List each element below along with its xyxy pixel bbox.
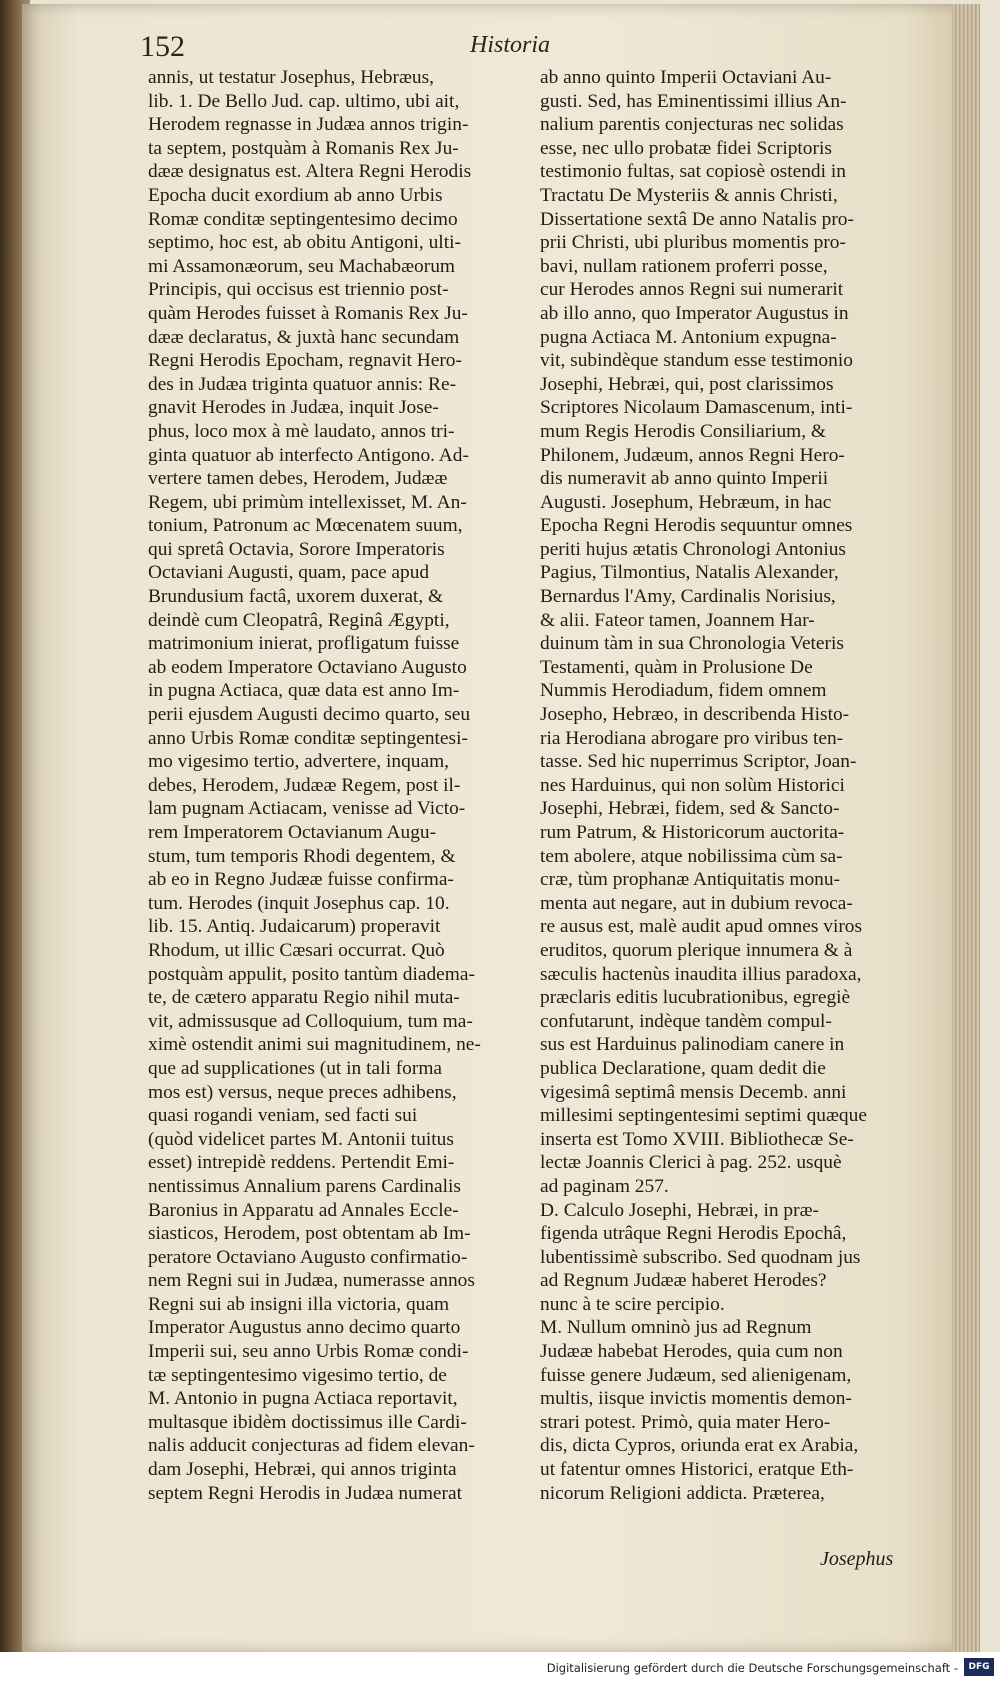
catchword: Josephus <box>820 1548 894 1570</box>
text-line: tem abolere, atque nobilissima cùm sa- <box>540 845 843 867</box>
text-line: fuisse genere Judæum, sed alienigenam, <box>540 1364 852 1386</box>
text-line: Principis, qui occisus est triennio post- <box>148 279 449 301</box>
text-line: Josephi, Hebræi, qui, post clarissimos <box>540 373 834 395</box>
text-line: nunc à te scire percipio. <box>540 1293 725 1315</box>
text-line: Nummis Herodiadum, fidem omnem <box>540 680 827 702</box>
text-line: Josepho, Hebræo, in describenda Histo- <box>540 704 850 726</box>
text-line: Josephi, Hebræi, fidem, sed & Sancto- <box>540 798 840 820</box>
text-line: stum, tum temporis Rhodi degentem, & <box>148 845 456 867</box>
text-line: peratore Octaviano Augusto confirmatio- <box>148 1246 468 1268</box>
text-line: vigesimâ septimâ mensis Decemb. anni <box>540 1081 847 1103</box>
text-line: te, de cætero apparatu Regio nihil muta- <box>148 987 460 1009</box>
text-line: vit, admissusque ad Colloquium, tum ma- <box>148 1010 473 1032</box>
text-line: ginta quatuor ab interfecto Antigono. Ad- <box>148 444 469 466</box>
text-line: vit, subindèque standum esse testimonio <box>540 350 853 372</box>
text-line: anno Urbis Romæ conditæ septingentesi- <box>148 727 468 749</box>
text-line: gnavit Herodes in Judæa, inquit Jose- <box>148 397 439 419</box>
text-line: duinum tàm in sua Chronologia Veteris <box>540 633 844 655</box>
text-line: dææ declaratus, & juxtà hanc secundam <box>148 326 460 348</box>
text-line: mos est) versus, neque preces adhibens, <box>148 1081 457 1103</box>
text-line: tum. Herodes (inquit Josephus cap. 10. <box>148 892 450 914</box>
text-line: ta septem, postquàm à Romanis Rex Ju- <box>148 137 459 159</box>
text-line: multis, iisque invictis momentis demon- <box>540 1388 852 1410</box>
text-line: ut fatentur omnes Historici, eratque Eth- <box>540 1459 854 1481</box>
text-line: Regem, ubi primùm intellexisset, M. An- <box>148 491 467 513</box>
text-line: D. Calculo Josephi, Hebræi, in præ- <box>540 1199 819 1221</box>
text-line: Bernardus l'Amy, Cardinalis Norisius, <box>540 586 836 608</box>
text-line: in pugna Actiaca, quæ data est anno Im- <box>148 680 460 702</box>
running-head: Historia <box>470 32 551 58</box>
text-line: quasi rogandi veniam, sed facti sui <box>148 1105 418 1127</box>
text-line: lib. 15. Antiq. Judaicarum) properavit <box>148 916 441 938</box>
text-line: septem Regni Herodis in Judæa numerat <box>148 1482 462 1504</box>
text-line: M. Nullum omninò jus ad Regnum <box>540 1317 812 1339</box>
text-line: dis, dicta Cypros, oriunda erat ex Arabia, <box>540 1435 859 1457</box>
text-line: tasse. Sed hic nuperrimus Scriptor, Joan- <box>540 751 857 773</box>
text-line: Epocha Regni Herodis sequuntur omnes <box>540 515 853 537</box>
text-line: præclaris editis lucubrationibus, egregiè <box>540 987 851 1009</box>
text-line: Philonem, Judæum, annos Regni Hero- <box>540 444 845 466</box>
left-text-column <box>148 66 526 1505</box>
text-line: prii Christi, ubi pluribus momentis pro- <box>540 232 846 254</box>
text-line: dis numeravit ab anno quinto Imperii <box>540 468 829 490</box>
text-line: quàm Herodes fuisset à Romanis Rex Ju- <box>148 302 468 324</box>
text-line: testimonio fultas, sat copiosè ostendi in <box>540 161 846 183</box>
text-line: matrimonium inierat, profligatum fuisse <box>148 633 460 655</box>
text-line: confutarunt, indèque tandèm compul- <box>540 1010 832 1032</box>
text-line: dam Josephi, Hebræi, qui annos triginta <box>148 1459 457 1481</box>
text-line: ad paginam 257. <box>540 1175 669 1197</box>
text-line: cur Herodes annos Regni sui numerarit <box>540 279 844 301</box>
text-line: tonium, Patronum ac Mœcenatem suum, <box>148 515 463 537</box>
page-edge <box>952 4 980 1656</box>
text-line: re ausus est, malè audit apud omnes viros <box>540 916 863 938</box>
text-line: lectæ Joannis Clerici à pag. 252. usquè <box>540 1152 842 1174</box>
text-line: nalium parentis conjecturas nec solidas <box>540 114 844 136</box>
text-line: vertere tamen debes, Herodem, Judææ <box>148 468 448 490</box>
text-line: Rhodum, ut illic Cæsari occurrat. Quò <box>148 939 445 961</box>
right-text-column <box>540 66 926 1505</box>
text-line: bavi, nullam rationem proferri posse, <box>540 255 828 277</box>
text-line: Augusti. Josephum, Hebræum, in hac <box>540 491 832 513</box>
dfg-logo: DFG <box>964 1658 994 1676</box>
text-line: ximè ostendit animi sui magnitudinem, ne- <box>148 1034 481 1056</box>
text-line: cræ, tùm prophanæ Antiquitatis monu- <box>540 869 840 891</box>
text-line: ab eodem Imperatore Octaviano Augusto <box>148 656 467 678</box>
text-line: millesimi septingentesimi septimi quæque <box>540 1105 867 1127</box>
text-line: sæculis hactenùs inaudita illius paradoxa, <box>540 963 862 985</box>
text-line: Octaviani Augusti, quam, pace apud <box>148 562 430 584</box>
text-line: figenda utrâque Regni Herodis Epochâ, <box>540 1223 847 1245</box>
text-line: (quòd videlicet partes M. Antonii tuitus <box>148 1128 454 1150</box>
text-line: dææ designatus est. Altera Regni Herodis <box>148 161 472 183</box>
text-line: multasque ibidèm doctissimus ille Cardi- <box>148 1411 467 1433</box>
text-line: mo vigesimo tertio, advertere, inquam, <box>148 751 450 773</box>
text-line: nem Regni sui in Judæa, numerasse annos <box>148 1270 475 1292</box>
text-line: Judææ habebat Herodes, quia cum non <box>540 1341 843 1363</box>
text-line: Brundusium factâ, uxorem duxerat, & <box>148 586 444 608</box>
text-line: Regni Herodis Epocham, regnavit Hero- <box>148 350 462 372</box>
text-line: strari potest. Primò, quia mater Hero- <box>540 1411 831 1433</box>
text-line: debes, Herodem, Judææ Regem, post il- <box>148 774 461 796</box>
text-line: M. Antonio in pugna Actiaca reportavit, <box>148 1388 458 1410</box>
text-line: ab illo anno, quo Imperator Augustus in <box>540 302 849 324</box>
footer-credit: Digitalisierung gefördert durch die Deutsche Forschungsgemeinschaft - <box>546 1661 958 1675</box>
text-line: inserta est Tomo XVIII. Bibliothecæ Se- <box>540 1128 854 1150</box>
text-line: annis, ut testatur Josephus, Hebræus, <box>148 67 434 88</box>
page-number: 152 <box>140 30 185 63</box>
text-line: nes Harduinus, qui non solùm Historici <box>540 774 845 796</box>
text-line: deindè cum Cleopatrâ, Reginâ Ægypti, <box>148 609 450 631</box>
text-line: nicorum Religioni addicta. Præterea, <box>540 1482 825 1504</box>
text-line: qui spretâ Octavia, Sorore Imperatoris <box>148 538 445 560</box>
text-line: postquàm appulit, posito tantùm diadema- <box>148 963 475 985</box>
text-line: Romæ conditæ septingentesimo decimo <box>148 208 458 230</box>
text-line: lam pugnam Actiacam, venisse ad Victo- <box>148 798 466 820</box>
text-line: siasticos, Herodem, post obtentam ab Im- <box>148 1223 471 1245</box>
text-line: perii ejusdem Augusti decimo quarto, seu <box>148 704 471 726</box>
text-line: periti hujus ætatis Chronologi Antonius <box>540 538 846 560</box>
text-line: Baronius in Apparatu ad Annales Eccle- <box>148 1199 459 1221</box>
text-line: septimo, hoc est, ab obitu Antigoni, ulti- <box>148 232 461 254</box>
text-line: ad Regnum Judææ haberet Herodes? <box>540 1270 827 1292</box>
text-line: ria Herodiana abrogare pro viribus ten- <box>540 727 844 749</box>
text-line: Dissertatione sextâ De anno Natalis pro- <box>540 208 854 230</box>
text-line: lubentissimè subscribo. Sed quodnam jus <box>540 1246 861 1268</box>
text-line: lib. 1. De Bello Jud. cap. ultimo, ubi ait, <box>148 90 460 112</box>
text-line: rem Imperatorem Octavianum Augu- <box>148 822 437 843</box>
text-line: gusti. Sed, has Eminentissimi illius An- <box>540 90 847 112</box>
text-line: nentissimus Annalium parens Cardinalis <box>148 1175 461 1197</box>
text-line: sus est Harduinus palinodiam canere in <box>540 1034 845 1056</box>
text-line: esse, nec ullo probatæ fidei Scriptoris <box>540 137 832 159</box>
text-line: Regni sui ab insigni illa victoria, quam <box>148 1293 450 1315</box>
text-line: ab eo in Regno Judææ fuisse confirma- <box>148 869 454 891</box>
text-line: pugna Actiaca M. Antonium expugna- <box>540 326 837 348</box>
text-line: que ad supplicationes (ut in tali forma <box>148 1057 443 1079</box>
text-line: tæ septingentesimo vigesimo tertio, de <box>148 1364 447 1386</box>
text-line: rum Patrum, & Historicorum auctorita- <box>540 822 845 843</box>
text-line: Pagius, Tilmontius, Natalis Alexander, <box>540 562 839 584</box>
text-line: nalis adducit conjecturas ad fidem elevan- <box>148 1435 475 1457</box>
text-line: Scriptores Nicolaum Damascenum, inti- <box>540 397 853 419</box>
text-line: des in Judæa triginta quatuor annis: Re- <box>148 373 457 395</box>
text-line: phus, loco mox à mè laudato, annos tri- <box>148 420 455 442</box>
text-line: menta aut negare, aut in dubium revoca- <box>540 892 853 914</box>
text-line: Tractatu De Mysteriis & annis Christi, <box>540 184 838 206</box>
text-line: Imperii sui, seu anno Urbis Romæ condi- <box>148 1341 469 1363</box>
text-line: eruditos, quorum plerique innumera & à <box>540 939 853 961</box>
text-line: Imperator Augustus anno decimo quarto <box>148 1317 461 1339</box>
text-line: Herodem regnasse in Judæa annos trigin- <box>148 114 469 136</box>
text-line: Epocha ducit exordium ab anno Urbis <box>148 184 443 206</box>
text-line: & alii. Fateor tamen, Joannem Har- <box>540 609 815 631</box>
text-line: esset) intrepidè reddens. Pertendit Emi- <box>148 1152 455 1174</box>
text-line: ab anno quinto Imperii Octaviani Au- <box>540 67 832 88</box>
text-line: mi Assamonæorum, seu Machabæorum <box>148 255 455 277</box>
text-line: mum Regis Herodis Consiliarium, & <box>540 420 827 442</box>
text-line: publica Declaratione, quam dedit die <box>540 1057 826 1079</box>
text-line: Testamenti, quàm in Prolusione De <box>540 656 813 678</box>
